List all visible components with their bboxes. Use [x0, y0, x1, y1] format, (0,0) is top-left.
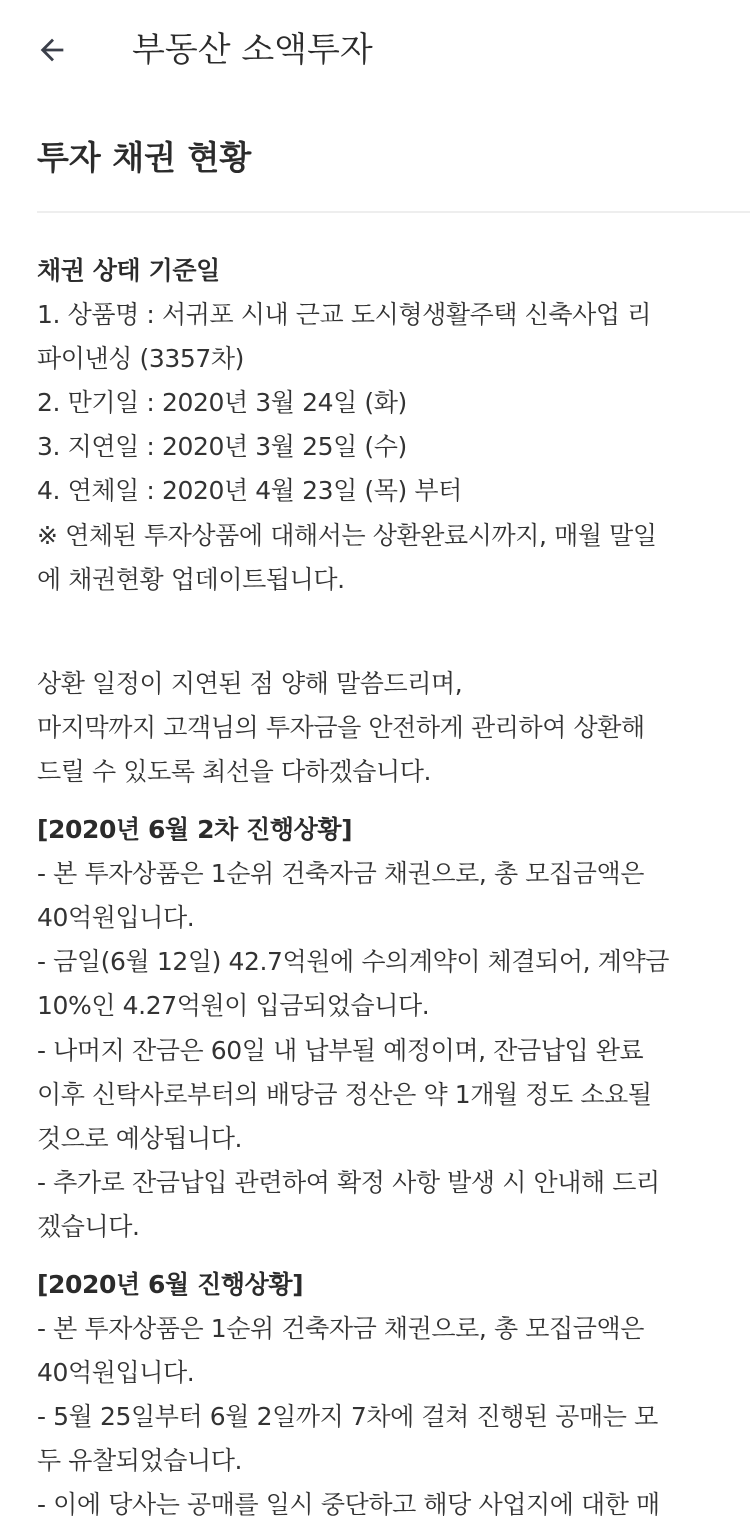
section-title: 투자 채권 현황	[37, 138, 252, 177]
update-line: - 추가로 잔금납입 관련하여 확정 사항 발생 시 안내해 드리	[37, 1167, 660, 1197]
update-line: 40억원입니다.	[37, 1358, 195, 1388]
update-line: 10%인 4.27억원이 입금되었습니다.	[37, 991, 430, 1021]
update-heading: [2020년 6월 진행상황]	[37, 1269, 304, 1299]
status-line: 3. 지연일 : 2020년 3월 25일 (수)	[37, 432, 407, 462]
status-line: 2. 만기일 : 2020년 3월 24일 (화)	[37, 388, 407, 418]
arrow-left-icon	[35, 33, 69, 67]
section-divider	[37, 211, 750, 213]
status-line: 1. 상품명 : 서귀포 시내 근교 도시형생활주택 신축사업 리	[37, 300, 651, 330]
update-line: - 나머지 잔금은 60일 내 납부될 예정이며, 잔금납입 완료	[37, 1035, 644, 1065]
update-line: 이후 신탁사로부터의 배당금 정산은 약 1개월 정도 소요될	[37, 1079, 652, 1109]
apology-line: 드릴 수 있도록 최선을 다하겠습니다.	[37, 756, 431, 786]
app-bar	[0, 0, 750, 100]
update-line: - 이에 당사는 공매를 일시 중단하고 해당 사업지에 대한 매	[37, 1490, 660, 1520]
status-line: 에 채권현황 업데이트됩니다.	[37, 564, 345, 594]
status-line: ※ 연체된 투자상품에 대해서는 상환완료시까지, 매월 말일	[37, 520, 657, 550]
update-line: 겠습니다.	[37, 1211, 140, 1241]
status-heading: 채권 상태 기준일	[37, 256, 220, 285]
status-line: 4. 연체일 : 2020년 4월 23일 (목) 부터	[37, 476, 462, 506]
update-line: 것으로 예상됩니다.	[37, 1123, 243, 1153]
apology-line: 상환 일정이 지연된 점 양해 말씀드리며,	[37, 668, 463, 698]
update-line: - 본 투자상품은 1순위 건축자금 채권으로, 총 모집금액은	[37, 1314, 645, 1344]
update-line: - 5월 25일부터 6월 2일까지 7차에 걸쳐 진행된 공매는 모	[37, 1402, 658, 1432]
update-line: 두 유찰되었습니다.	[37, 1446, 243, 1476]
page-title: 부동산 소액투자	[132, 30, 373, 70]
apology-line: 마지막까지 고객님의 투자금을 안전하게 관리하여 상환해	[37, 712, 645, 742]
update-heading: [2020년 6월 2차 진행상황]	[37, 815, 353, 845]
update-line: 40억원입니다.	[37, 903, 195, 933]
back-button[interactable]	[26, 22, 78, 78]
update-line: - 본 투자상품은 1순위 건축자금 채권으로, 총 모집금액은	[37, 859, 645, 889]
bond-status-content	[37, 249, 737, 1528]
update-line: - 금일(6월 12일) 42.7억원에 수의계약이 체결되어, 계약금	[37, 947, 669, 977]
status-line: 파이낸싱 (3357차)	[37, 344, 245, 374]
